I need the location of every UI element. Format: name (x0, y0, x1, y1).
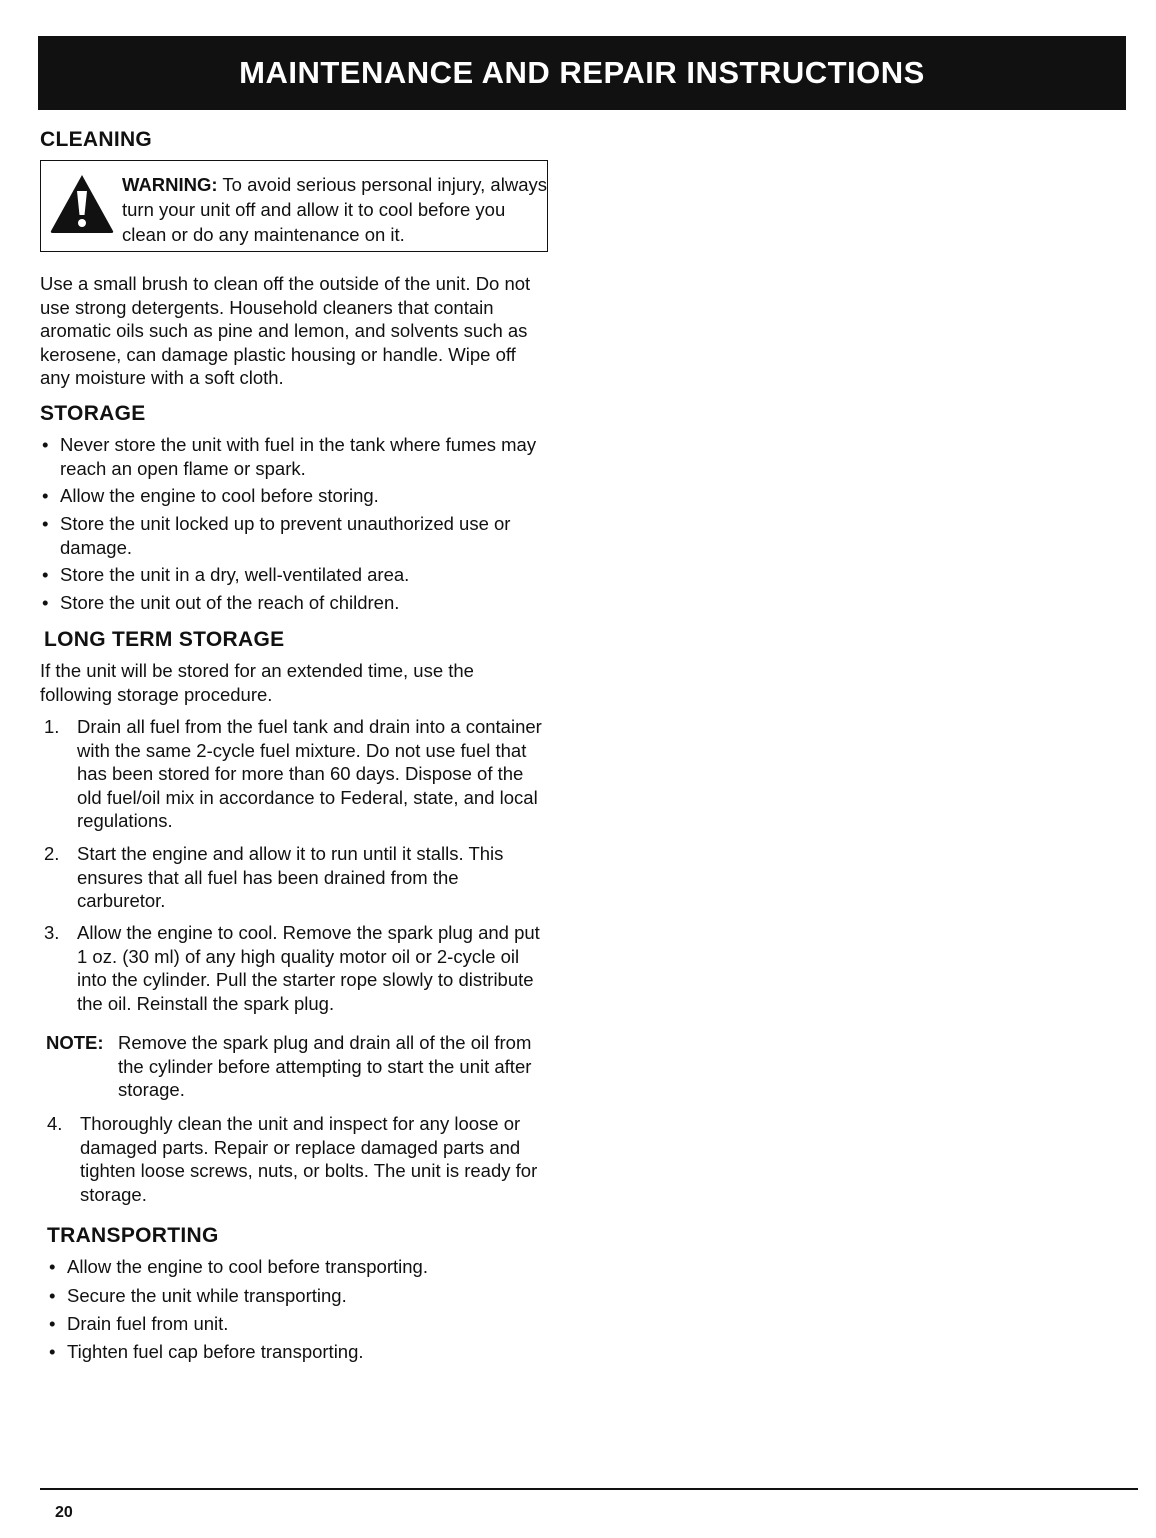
footer-rule (40, 1488, 1138, 1490)
storage-bullet-4: • Store the unit in a dry, well-ventilated area. (40, 563, 560, 587)
warning-label: WARNING: (122, 174, 218, 195)
transporting-heading: TRANSPORTING (47, 1224, 219, 1247)
transport-bullet-1: • Allow the engine to cool before transporting. (47, 1255, 567, 1279)
step-3 (40, 921, 547, 1015)
cleaning-heading: CLEANING (40, 128, 153, 151)
storage-heading: STORAGE (40, 402, 146, 425)
transport-bullet-2: • Secure the unit while transporting. (47, 1284, 567, 1308)
storage-bullet-3: • Store the unit locked up to prevent unauthorized use or damage. (40, 512, 560, 559)
warning-box (40, 160, 548, 252)
warning-message: To avoid serious personal injury, always turn your unit off and allow it to cool before you clean or do any maintenance on it. (122, 174, 547, 245)
section-banner (38, 36, 1126, 110)
step-4 (43, 1112, 560, 1206)
step-2-text: Start the engine and allow it to run until it stalls. This ensures that all fuel has been drained from the carburetor. (77, 843, 504, 911)
warning-triangle-icon (49, 173, 115, 235)
long-term-intro: If the unit will be stored for an extended time, use the following storage procedure. (40, 660, 474, 705)
cleaning-body: Use a small brush to clean off the outside of the unit. Do not use strong detergents. Household cleaners that contain aromatic oils such as pine and lemon, and solvents such as kerosene, can damage plastic housing or handle. Wipe off any moisture with a soft cloth. (40, 273, 531, 388)
transport-bullet-4: • Tighten fuel cap before transporting. (47, 1340, 567, 1364)
banner-title: MAINTENANCE AND REPAIR INSTRUCTIONS (239, 55, 925, 90)
step-1-text: Drain all fuel from the fuel tank and drain into a container with the same 2-cycle fuel mixture. Do not use fuel that has been stored for more than 60 days. Dispose of the old fuel/oil mix in accordance to Federal, state, and local regulations. (77, 716, 542, 831)
step-4-number: 4. (47, 1113, 63, 1134)
step-3-text: Allow the engine to cool. Remove the spark plug and put 1 oz. (30 ml) of any high quality motor oil or 2-cycle oil into the cylinder. Pull the starter rope slowly to distribute the oil. Reinstall the spark plug. (77, 922, 540, 1014)
step-1 (40, 715, 547, 833)
step-2-number: 2. (44, 843, 60, 864)
step-4-text: Thoroughly clean the unit and inspect for any loose or damaged parts. Repair or replace damaged parts and tighten loose screws, nuts, or bolts. The unit is ready for storage. (80, 1113, 538, 1205)
storage-bullet-2: • Allow the engine to cool before storing. (40, 484, 560, 508)
storage-bullet-1: • Never store the unit with fuel in the tank where fumes may reach an open flame or spark. (40, 433, 560, 480)
warning-text (122, 172, 547, 247)
note-label: NOTE: (46, 1032, 104, 1053)
transport-bullet-3: • Drain fuel from unit. (47, 1312, 567, 1336)
long-term-heading: LONG TERM STORAGE (44, 628, 285, 651)
page-number: 20 (55, 1504, 73, 1521)
step-2 (40, 842, 547, 913)
storage-bullet-5: • Store the unit out of the reach of children. (40, 591, 560, 615)
step-1-number: 1. (44, 716, 60, 737)
storage-note (46, 1031, 546, 1102)
step-3-number: 3. (44, 922, 60, 943)
note-text: Remove the spark plug and drain all of the oil from the cylinder before attempting to start the unit after storage. (118, 1032, 532, 1100)
